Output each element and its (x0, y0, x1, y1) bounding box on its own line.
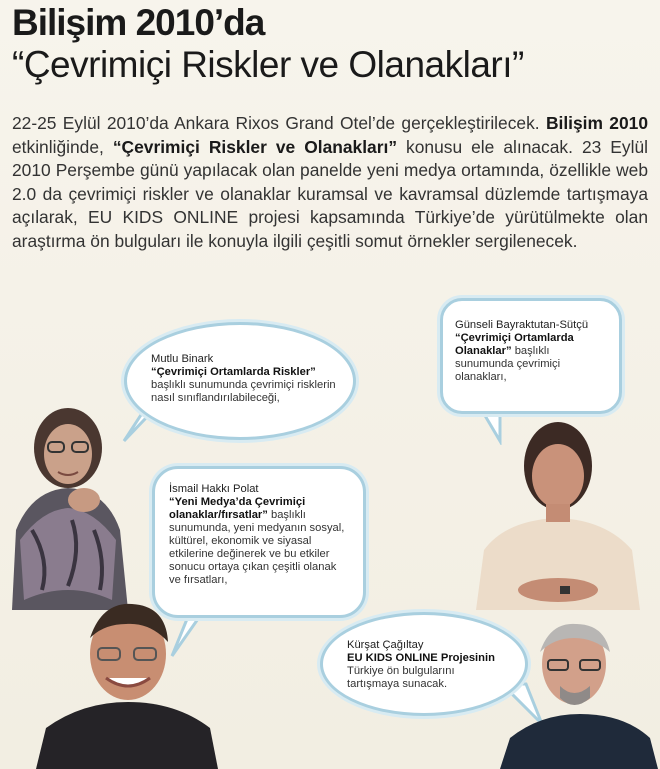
intro-bold-1: Bilişim 2010 (545, 113, 648, 133)
speaker-desc: başlıklı sunumunda çevrimiçi risklerin nasıl sınıflandırılabileceği, (151, 379, 336, 404)
title-line-2: “Çevrimiçi Riskler ve Olanakları” (12, 44, 524, 85)
speaker-topic: EU KIDS ONLINE Projesinin (347, 652, 495, 664)
intro-text-3: konusu ele alınacak. 23 Eylül 2010 Perşembe günü yapılacak olan panelde yeni medya ortamında, özellikle web 2.0 da çevrimiçi riskler ve olanaklar kuramsal ve kavramsal düzlemde tartışmaya açılarak, EU KIDS ONLINE projesi kapsamında Türkiye’de yürütülmekte olan araştırma ön bulguları ile konuyla ilgili çeşitli somut örnekler sergilenecek. (12, 136, 648, 251)
speech-bubble-gunseli (440, 298, 622, 414)
speaker-desc: başlıklı sunumunda, yeni medyanın sosyal, kültürel, ekonomik ve siyasal etkilerine değinerek ve bu etkiler sonucu ortaya çıkan çeşitli olanak ve fırsatları, (169, 509, 345, 586)
speaker-topic: “Yeni Medya’da Çevrimiçi olanaklar/fırsatlar” (169, 496, 306, 521)
speaker-topic: “Çevrimiçi Ortamlarda Riskler” (151, 366, 316, 378)
speech-bubble-mutlu (124, 322, 356, 440)
speaker-topic: “Çevrimiçi Ortamlarda Olanaklar” (455, 332, 574, 357)
photo-kursat-cagiltay (500, 620, 660, 769)
speaker-desc: başlıklı sunumunda çevrimiçi olanakları, (455, 345, 561, 383)
photo-mutlu-binark (2, 390, 132, 610)
speech-bubble-kursat (320, 612, 528, 716)
speaker-desc: Türkiye ön bulgularını tartışmaya sunacak. (347, 665, 455, 690)
photo-gunseli (466, 410, 646, 610)
intro-paragraph (12, 112, 648, 253)
speaker-name: Günseli Bayraktutan-Sütçü (455, 319, 589, 331)
intro-text-1: 22-25 Eylül 2010’da Ankara Rixos Grand Otel’de gerçekleştirilecek. (12, 113, 540, 133)
title-line-1: Bilişim 2010’da (12, 2, 265, 43)
intro-text-2: etkinliğinde, (12, 136, 113, 157)
speaker-name: Kürşat Çağıltay (347, 639, 424, 651)
speaker-name: İsmail Hakkı Polat (169, 483, 259, 495)
speech-bubble-ismail (152, 466, 366, 618)
intro-bold-2: “Çevrimiçi Riskler ve Olanakları” (112, 136, 398, 157)
speaker-name: Mutlu Binark (151, 353, 214, 365)
photo-ismail-polat (32, 598, 222, 769)
